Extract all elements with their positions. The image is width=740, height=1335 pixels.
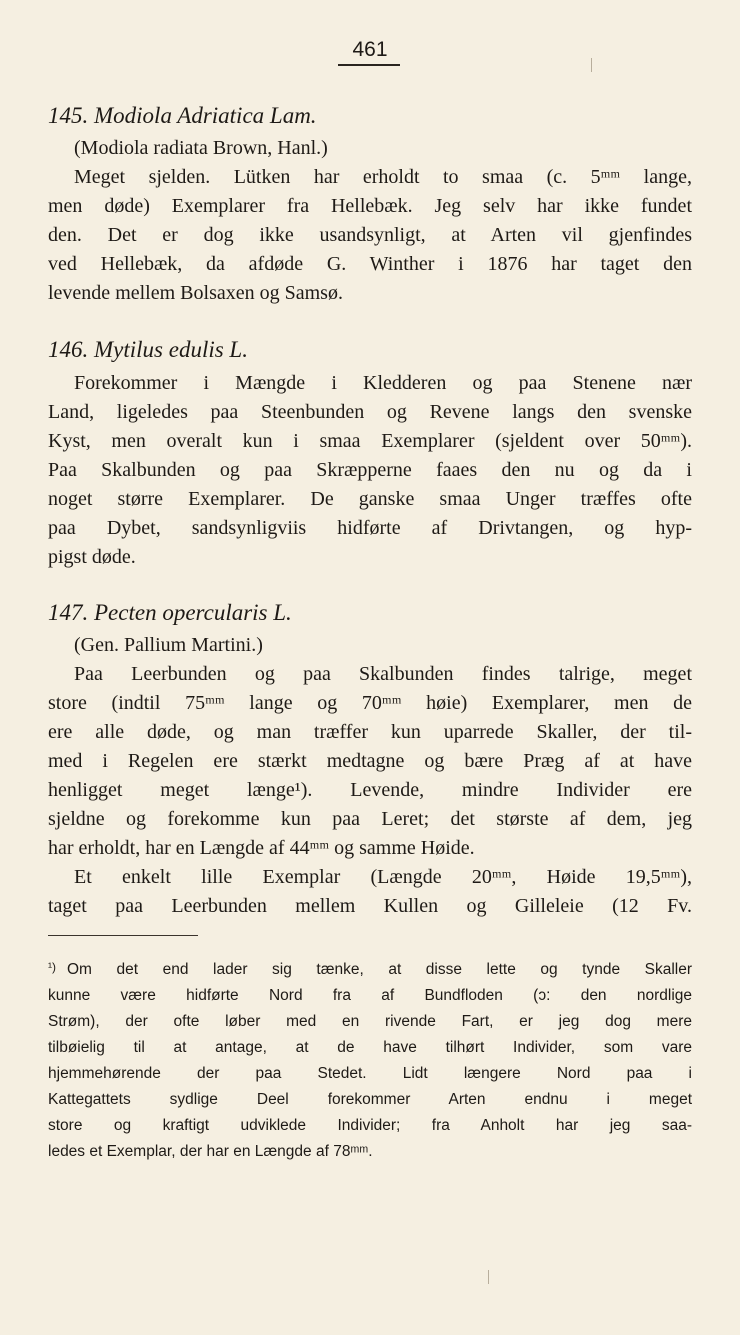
text-line: pigst døde. <box>48 546 136 568</box>
text-line: men døde) Exemplarer fra Hellebæk. Jeg selv har ikke fundet <box>48 195 692 217</box>
text-line: Et enkelt lille Exemplar (Længde 20ᵐᵐ, Høide 19,5ᵐᵐ), <box>74 866 692 888</box>
footnote-line: hjemmehørende der paa Stedet. Lidt længere Nord paa i <box>48 1065 692 1082</box>
text-line: ved Hellebæk, da afdøde G. Winther i 1876 har taget den <box>48 253 692 275</box>
footnote-line: store og kraftigt udviklede Individer; fra Anholt har jeg saa- <box>48 1117 692 1134</box>
text-line: med i Regelen ere stærkt medtagne og bære Præg af at have <box>48 750 692 772</box>
species-name: Pecten opercularis L. <box>94 600 292 625</box>
text-line: levende mellem Bolsaxen og Samsø. <box>48 282 343 304</box>
footnote-line: ledes et Exemplar, der har en Længde af 78ᵐᵐ. <box>48 1143 373 1160</box>
text-line: den. Det er dog ikke usandsynligt, at Arten vil gjenfindes <box>48 224 692 246</box>
section-number: 145. <box>48 103 89 128</box>
section-heading <box>48 102 692 130</box>
footnote-line: kunne være hidførte Nord fra af Bundfloden (ɔ: den nordlige <box>48 987 692 1004</box>
text-line: paa Dybet, sandsynligviis hidførte af Drivtangen, og hyp- <box>48 517 692 539</box>
text-line: henligget meget længe¹). Levende, mindre Individer ere <box>48 779 692 801</box>
species-name: Mytilus edulis L. <box>94 337 248 362</box>
text-line: sjeldne og forekomme kun paa Leret; det største af dem, jeg <box>48 808 692 830</box>
scan-mark <box>591 58 592 72</box>
footnote-rule <box>48 935 198 936</box>
text-line: har erholdt, har en Længde af 44ᵐᵐ og samme Høide. <box>48 837 475 859</box>
section-number: 146. <box>48 337 89 362</box>
text-line: ere alle døde, og man træffer kun uparrede Skaller, der til- <box>48 721 692 743</box>
text-line: Paa Leerbunden og paa Skalbunden findes talrige, meget <box>74 663 692 685</box>
section-heading <box>48 599 692 627</box>
text-line: Forekommer i Mængde i Kledderen og paa Stenene nær <box>74 372 692 394</box>
text-line: Meget sjelden. Lütken har erholdt to smaa (c. 5ᵐᵐ lange, <box>74 166 692 188</box>
footnote-line: tilbøielig til at antage, at de have tilhørt Individer, som vare <box>48 1039 692 1056</box>
text-line: Paa Skalbunden og paa Skræpperne faaes den nu og da i <box>48 459 692 481</box>
page-number: 461 <box>352 38 388 61</box>
footnote-line: Kattegattets sydlige Deel forekommer Arten endnu i meget <box>48 1091 692 1108</box>
footnote-line: Om det end lader sig tænke, at disse lette og tynde Skaller <box>67 961 692 978</box>
page-number-rule <box>338 64 400 66</box>
text-line: Land, ligeledes paa Steenbunden og Revene langs den svenske <box>48 401 692 423</box>
species-name: Modiola Adriatica Lam. <box>94 103 317 128</box>
synonym: (Modiola radiata Brown, Hanl.) <box>74 137 328 159</box>
text-line: store (indtil 75ᵐᵐ lange og 70ᵐᵐ høie) Exemplarer, men de <box>48 692 692 714</box>
section-heading <box>48 336 692 364</box>
text-line: taget paa Leerbunden mellem Kullen og Gilleleie (12 Fv. <box>48 895 692 917</box>
section-number: 147. <box>48 600 89 625</box>
text-line: noget større Exemplarer. De ganske smaa Unger træffes ofte <box>48 488 692 510</box>
text-line: Kyst, men overalt kun i smaa Exemplarer (sjeldent over 50ᵐᵐ). <box>48 430 692 452</box>
footnote-line: Strøm), der ofte løber med en rivende Fart, er jeg dog mere <box>48 1013 692 1030</box>
scan-mark <box>488 1270 489 1284</box>
footnote-marker: ¹) <box>48 960 56 974</box>
synonym: (Gen. Pallium Martini.) <box>74 634 263 656</box>
